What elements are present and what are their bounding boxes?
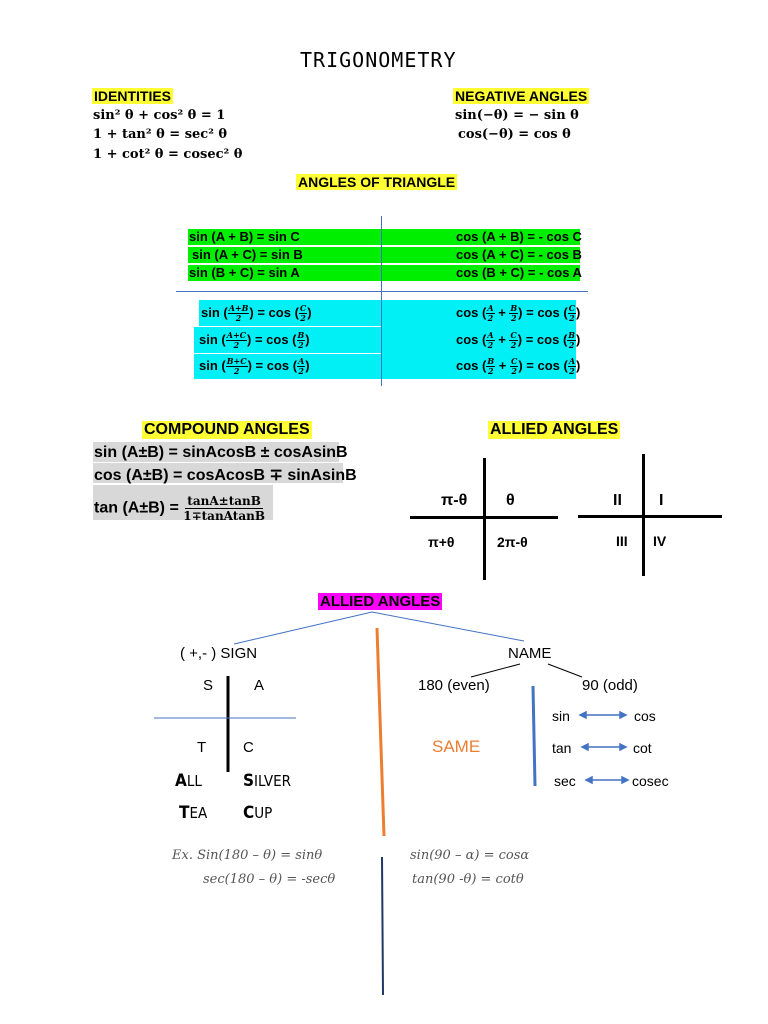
negative-angles-heading: NEGATIVE ANGLES <box>455 88 588 104</box>
quadrant-2pi-minus-theta: 2π-θ <box>497 534 528 550</box>
branch-to-name <box>372 612 524 641</box>
half-cos-row-3: cos ( $\frac{B}{2}$ + $\frac{C}{2}$ ) = cos ( $\frac{A}{2}$ ) <box>456 356 581 376</box>
quadrant-S: S <box>203 677 214 694</box>
name-blue-bar <box>533 686 535 786</box>
triangle-heading: ANGLES OF TRIANGLE <box>298 174 456 190</box>
identity-3: 1 + cot² θ = cosec² θ <box>93 147 243 162</box>
identity-1: sin² θ + cos² θ = 1 <box>93 108 226 123</box>
name-label: NAME <box>508 645 552 662</box>
quadrant-theta: θ <box>506 492 515 509</box>
cos-a-plus-c: cos (A + C) = - cos B <box>456 247 582 262</box>
cosec-label: cosec <box>632 773 669 789</box>
mnemonic-all: ALL <box>175 771 202 791</box>
sin-b-plus-c: sin (B + C) = sin A <box>189 265 300 280</box>
mnemonic-silver: SILVER <box>243 771 291 791</box>
mnemonic-cup: CUP <box>243 803 273 823</box>
sign-label: ( +,- ) SIGN <box>180 645 258 662</box>
tan-label: tan <box>552 740 572 756</box>
half-sin-row-2: sin ( $\frac{A+C}{2}$ ) = cos ( $\frac{B}{2}$ ) <box>199 330 310 350</box>
negative-cos: cos(−θ) = cos θ <box>458 127 571 142</box>
branch-odd <box>548 664 582 677</box>
half-sin-row-1: sin ( $\frac{A+B}{2}$ ) = cos ( $\frac{C}{2}$ ) <box>201 303 312 323</box>
half-cos-row-2: cos ( $\frac{A}{2}$ + $\frac{C}{2}$ ) = cos ( $\frac{B}{2}$ ) <box>456 330 581 350</box>
quadrant-I: I <box>659 492 664 509</box>
sin-a-plus-c: sin (A + C) = sin B <box>192 247 303 262</box>
sec-label: sec <box>554 773 576 789</box>
quadrant-T: T <box>197 739 207 756</box>
example-4: tan(90 -θ) = cotθ <box>412 872 524 887</box>
example-2: sec(180 – θ) = -secθ <box>203 872 336 887</box>
half-sin-row-3: sin ( $\frac{B+C}{2}$ ) = cos ( $\frac{A}{2}$ ) <box>199 356 310 376</box>
page-title: TRIGONOMETRY <box>300 48 457 72</box>
even-label: 180 (even) <box>418 677 490 694</box>
mnemonic-tea: TEA <box>179 803 208 823</box>
identity-2: 1 + tan² θ = sec² θ <box>93 127 228 142</box>
orange-divider <box>377 628 384 836</box>
sin-a-plus-b: sin (A + B) = sin C <box>189 229 300 244</box>
cos-a-plus-b: cos (A + B) = - cos C <box>456 229 582 244</box>
same-label: SAME <box>432 737 481 756</box>
examples-divider <box>382 857 383 995</box>
allied-heading-top: ALLIED ANGLES <box>490 421 619 438</box>
example-1: Ex. Sin(180 – θ) = sinθ <box>172 848 323 863</box>
quadrant-A: A <box>254 677 265 694</box>
quadrant-pi-minus-theta: π-θ <box>441 492 468 509</box>
quadrant-IV: IV <box>653 533 667 549</box>
compound-sin: sin (A±B) = sinAcosB ± cosAsinB <box>94 444 348 461</box>
odd-label: 90 (odd) <box>582 677 638 694</box>
negative-sin: sin(−θ) = − sin θ <box>455 108 579 123</box>
quadrant-C: C <box>243 739 254 756</box>
branch-even <box>471 664 520 677</box>
branch-to-sign <box>234 612 372 644</box>
quadrant-pi-plus-theta: π+θ <box>428 534 455 550</box>
half-cos-row-1: cos ( $\frac{A}{2}$ + $\frac{B}{2}$ ) = cos ( $\frac{C}{2}$ ) <box>456 303 581 323</box>
quadrant-III: III <box>616 533 628 549</box>
cot-label: cot <box>633 740 652 756</box>
example-3: sin(90 – α) = cosα <box>410 848 530 863</box>
identities-heading: IDENTITIES <box>94 88 172 104</box>
allied-heading-bottom: ALLIED ANGLES <box>320 593 441 610</box>
compound-tan: tan (A±B) = $\frac{\tan A\pm\tan B}{\text{1∓tanAtanB}}$ <box>94 494 265 523</box>
quadrant-II: II <box>613 492 622 509</box>
compound-cos: cos (A±B) = cosAcosB ∓ sinAsinB <box>94 467 357 484</box>
sin-label: sin <box>552 708 570 724</box>
cos-label: cos <box>634 708 656 724</box>
cos-b-plus-c: cos (B + C) = - cos A <box>456 265 582 280</box>
compound-heading: COMPOUND ANGLES <box>144 421 310 438</box>
